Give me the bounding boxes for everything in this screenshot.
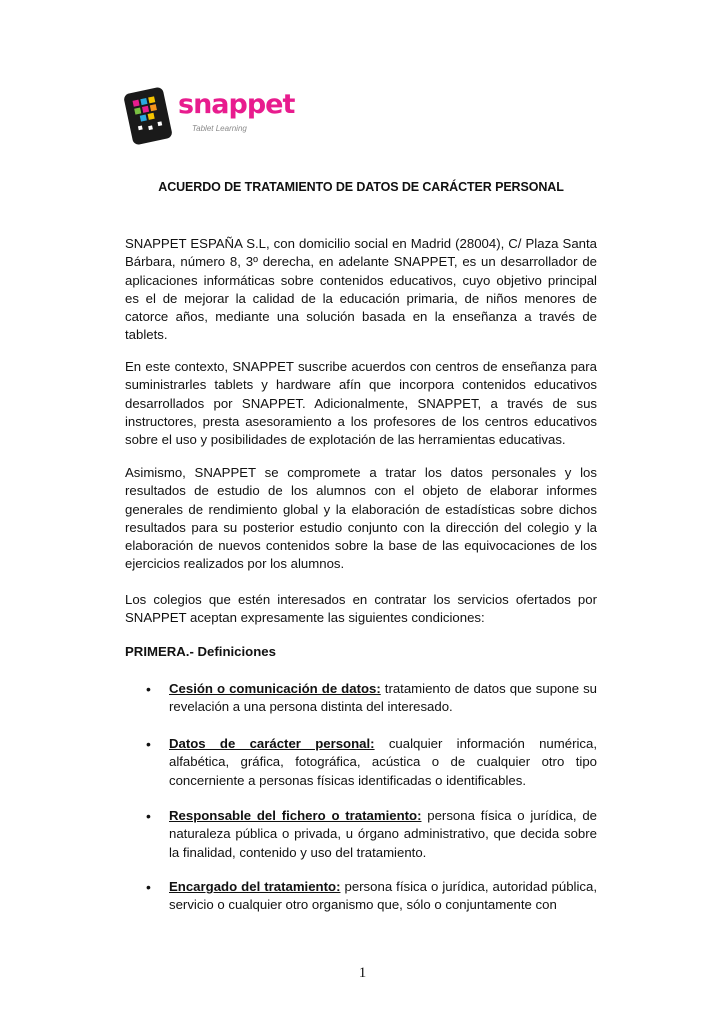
brand-name: snappet xyxy=(178,89,295,120)
section-heading: PRIMERA.- Definiciones xyxy=(125,644,276,659)
pixel-square xyxy=(140,98,147,105)
definition-term: Datos de carácter personal: xyxy=(169,736,375,751)
definition-term: Cesión o comunicación de datos: xyxy=(169,681,381,696)
pixel-square xyxy=(150,104,157,111)
paragraph-intro: SNAPPET ESPAÑA S.L, con domicilio social en Madrid (28004), C/ Plaza Santa Bárbara, número 8, 3º derecha, en adelante SNAPPET, es un desarrollador de aplicaciones informáticas sobre contenidos educativos, cuyo objetivo principal es el de mejorar la calidad de la educación primaria, de niños menores de catorce años, mediante una solución basada en la enseñanza a través de tablets. xyxy=(125,236,597,343)
snappet-logo xyxy=(126,86,295,148)
brand-tagline: Tablet Learning xyxy=(192,124,247,133)
page-number: 1 xyxy=(358,965,367,981)
definition-item xyxy=(169,680,597,717)
bullet-icon: • xyxy=(146,879,151,895)
bullet-icon: • xyxy=(146,808,151,824)
pixel-square xyxy=(148,125,153,130)
definition-text: tratamiento de datos que supone su revelación a una persona distinta del interesado. xyxy=(169,681,597,715)
definition-item xyxy=(169,807,597,862)
pixel-square xyxy=(148,96,155,103)
definition-text: persona física o jurídica, autoridad pública, servicio o cualquier otro organismo que, sólo o conjuntamente con xyxy=(169,879,597,913)
paragraph-context: En este contexto, SNAPPET suscribe acuerdos con centros de enseñanza para suministrarles tablets y hardware afín que incorpora contenidos educativos desarrollados por SNAPPET. Adicionalmente, SNAPPET, a través de sus instructores, presta asesoramiento a los profesores de los centros educativos sobre el uso y posibilidades de explotación de las herramientas educativas. xyxy=(125,359,597,448)
paragraph-commitment: Asimismo, SNAPPET se compromete a tratar los datos personales y los resultados de estudio de los alumnos con el objeto de elaborar informes generales de rendimiento global y la elaboración de estadísticas sobre dichos resultados para su posterior estudio conjunto con la dirección del colegio y la elaboración de nuevos contenidos sobre la base de las equivocaciones de los ejercicios realizados por los alumnos. xyxy=(125,465,597,572)
pixel-square xyxy=(142,106,149,113)
definition-term: Encargado del tratamiento: xyxy=(169,879,341,894)
definition-item xyxy=(169,878,597,915)
pixel-square xyxy=(134,107,141,114)
pixel-square xyxy=(157,121,162,126)
definition-item xyxy=(169,735,597,790)
pixel-square xyxy=(140,114,147,121)
bullet-icon: • xyxy=(146,681,151,697)
pixel-square xyxy=(138,125,143,130)
tablet-icon xyxy=(123,86,173,145)
pixel-square xyxy=(148,113,155,120)
document-title: ACUERDO DE TRATAMIENTO DE DATOS DE CARÁCTER PERSONAL xyxy=(158,180,564,194)
pixel-square xyxy=(133,100,140,107)
paragraph-conditions: Los colegios que estén interesados en contratar los servicios ofertados por SNAPPET aceptan expresamente las siguientes condiciones: xyxy=(125,592,597,626)
definition-term: Responsable del fichero o tratamiento: xyxy=(169,808,422,823)
bullet-icon: • xyxy=(146,736,151,752)
definition-text: cualquier información numérica, alfabética, gráfica, fotográfica, acústica o de cualquier otro tipo concerniente a personas físicas identificadas o identificables. xyxy=(169,736,597,788)
definition-text: persona física o jurídica, de naturaleza pública o privada, u órgano administrativo, que decida sobre la finalidad, contenido y uso del tratamiento. xyxy=(169,808,597,860)
